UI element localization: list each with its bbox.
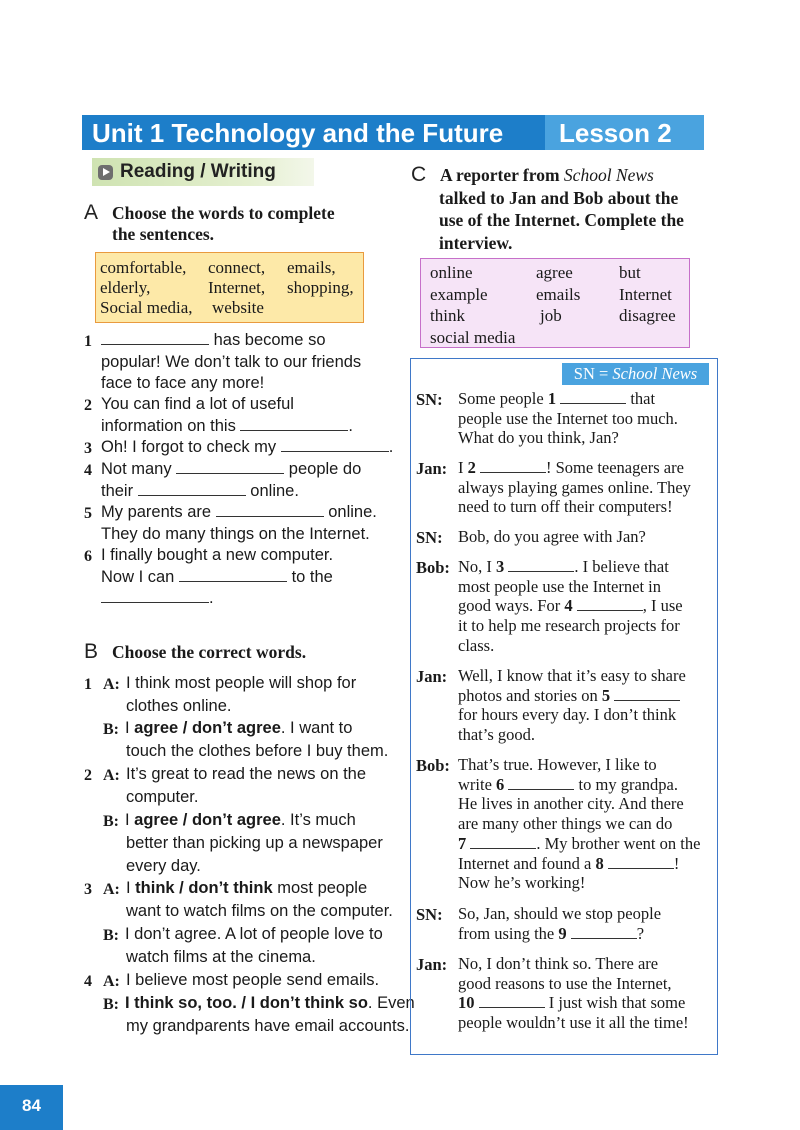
dialogue-line: always playing games online. They bbox=[458, 477, 691, 497]
item-text: their bbox=[101, 481, 134, 500]
dialogue-line: Bob, do you agree with Jan? bbox=[458, 527, 646, 546]
item-number: 4 bbox=[84, 462, 92, 479]
answer-blank[interactable] bbox=[470, 834, 536, 849]
dialogue-line: write 6 to my grandpa. bbox=[458, 774, 678, 794]
dialogue-line: from using the 9 ? bbox=[458, 923, 645, 943]
dialogue-line: He lives in another city. And there bbox=[458, 794, 684, 814]
word-box-word: Internet, bbox=[208, 278, 266, 297]
speaker-label: A: bbox=[103, 767, 120, 784]
word-box-word: disagree bbox=[619, 306, 676, 325]
list-item bbox=[101, 459, 361, 502]
dialogue-turn bbox=[458, 666, 686, 745]
answer-blank[interactable] bbox=[281, 437, 389, 452]
item-text: They do many things on the Internet. bbox=[101, 524, 370, 543]
dialogue-line: That’s true. However, I like to bbox=[458, 755, 657, 774]
dialogue-line: good ways. For 4 , I use bbox=[458, 596, 683, 616]
blank-number: 3 bbox=[496, 557, 509, 576]
speaker-label: SN: bbox=[416, 905, 443, 924]
speaker-label: SN: bbox=[416, 528, 443, 547]
list-item bbox=[125, 717, 388, 763]
word-box-word: website bbox=[212, 298, 264, 317]
list-item bbox=[101, 437, 393, 459]
speaker-label: B: bbox=[103, 721, 119, 738]
blank-number: 7 bbox=[458, 833, 471, 853]
dialogue-turn bbox=[458, 458, 691, 517]
item-text: It’s great to read the news on the bbox=[126, 765, 367, 783]
word-box-word: comfortable, bbox=[100, 258, 187, 277]
item-number: 2 bbox=[84, 397, 92, 414]
dialogue-line: it to help me research projects for bbox=[458, 616, 680, 636]
list-item bbox=[101, 502, 377, 545]
word-box-word: elderly, bbox=[100, 278, 151, 297]
dialogue-line: are many other things we can do bbox=[458, 814, 673, 834]
answer-blank[interactable] bbox=[508, 557, 574, 572]
word-box-word: emails, bbox=[287, 258, 336, 277]
item-text: has become so bbox=[213, 331, 326, 349]
answer-blank[interactable] bbox=[138, 481, 246, 496]
item-text: I bbox=[125, 719, 135, 737]
answer-blank[interactable] bbox=[480, 458, 546, 473]
answer-blank[interactable] bbox=[508, 775, 574, 790]
instruction-text: use of the Internet. Complete the bbox=[439, 210, 684, 230]
section-b-letter: B bbox=[84, 640, 99, 663]
answer-blank[interactable] bbox=[101, 588, 209, 603]
item-text: most people bbox=[272, 879, 368, 897]
answer-blank[interactable] bbox=[101, 330, 209, 345]
list-item bbox=[126, 672, 356, 718]
item-text: online. bbox=[250, 481, 299, 500]
speaker-label: Jan: bbox=[416, 667, 448, 686]
blank-number: 2 bbox=[467, 458, 480, 477]
item-number: 1 bbox=[84, 333, 92, 350]
dialogue-line: No, I don’t think so. There are bbox=[458, 954, 659, 973]
item-text: information on this bbox=[101, 416, 236, 435]
list-item bbox=[125, 992, 415, 1038]
section-a-instruction-line: Choose the words to complete bbox=[112, 203, 335, 223]
answer-blank[interactable] bbox=[560, 389, 626, 404]
dialogue-turn bbox=[458, 527, 646, 547]
item-text: . It’s much bbox=[280, 811, 356, 829]
item-text: Oh! I forgot to check my bbox=[101, 438, 277, 456]
item-text: I don’t agree. A lot of people love to bbox=[125, 925, 383, 943]
lesson-box bbox=[545, 115, 704, 150]
blank-number: 6 bbox=[496, 774, 509, 794]
skill-tag bbox=[92, 158, 314, 186]
speaker-label: SN: bbox=[416, 390, 443, 409]
item-text: to the bbox=[291, 567, 333, 586]
interview-box bbox=[410, 358, 718, 1055]
blank-number: 8 bbox=[595, 853, 608, 873]
word-box-word: online bbox=[430, 263, 473, 282]
item-text: . bbox=[388, 438, 394, 456]
item-number: 6 bbox=[84, 548, 92, 565]
item-text: popular! We don’t talk to our friends bbox=[101, 352, 362, 371]
page-number-box bbox=[0, 1085, 63, 1130]
answer-blank[interactable] bbox=[577, 596, 643, 611]
item-text: I believe most people send emails. bbox=[126, 971, 380, 989]
dialogue-line: 7 . My brother went on the bbox=[458, 833, 701, 853]
item-text: face to face any more! bbox=[101, 374, 265, 392]
dialogue-line: What do you think, Jan? bbox=[458, 428, 619, 448]
item-text: I finally bought a new computer. bbox=[101, 546, 334, 564]
dialogue-line: need to turn off their computers! bbox=[458, 497, 673, 517]
item-text: better than picking up a newspaper bbox=[126, 833, 383, 852]
answer-blank[interactable] bbox=[179, 567, 287, 582]
list-item bbox=[101, 330, 361, 395]
item-number: 2 bbox=[84, 767, 92, 784]
item-text: computer. bbox=[126, 787, 199, 806]
dialogue-turn bbox=[458, 904, 661, 943]
dialogue-line: Well, I know that it’s easy to share bbox=[458, 666, 686, 685]
word-box-word: job bbox=[540, 306, 562, 325]
item-text: touch the clothes before I buy them. bbox=[126, 741, 389, 760]
item-number: 1 bbox=[84, 676, 92, 693]
speaker-label: Jan: bbox=[416, 955, 448, 974]
dialogue-turn bbox=[458, 954, 689, 1033]
section-a-letter: A bbox=[84, 201, 99, 224]
item-text: . Even bbox=[367, 994, 415, 1012]
choice-option[interactable]: agree / don’t agree bbox=[134, 811, 281, 829]
item-number: 3 bbox=[84, 881, 92, 898]
dialogue-line: So, Jan, should we stop people bbox=[458, 904, 662, 923]
blank-number: 1 bbox=[547, 389, 561, 408]
answer-blank[interactable] bbox=[614, 686, 680, 701]
answer-blank[interactable] bbox=[216, 502, 324, 517]
speaker-label: A: bbox=[103, 676, 120, 693]
publication-name: School News bbox=[563, 165, 654, 185]
legend-text: School News bbox=[612, 364, 698, 383]
legend-text: SN = bbox=[573, 364, 613, 383]
item-text: . I want to bbox=[280, 719, 353, 737]
word-box-word: emails bbox=[536, 284, 581, 304]
dialogue-line: good reasons to use the Internet, bbox=[458, 973, 672, 993]
answer-blank[interactable] bbox=[479, 993, 545, 1008]
page-number: 84 bbox=[22, 1096, 41, 1115]
list-item bbox=[126, 877, 393, 923]
speaker-label: B: bbox=[103, 813, 119, 830]
item-text: I think most people will shop for bbox=[126, 674, 357, 692]
answer-blank[interactable] bbox=[176, 459, 284, 474]
answer-blank[interactable] bbox=[608, 854, 674, 869]
sn-legend bbox=[562, 363, 709, 385]
item-text: clothes online. bbox=[126, 696, 232, 715]
word-box-word: example bbox=[430, 284, 488, 304]
item-text: . bbox=[348, 416, 354, 435]
dialogue-line: for hours every day. I don’t think bbox=[458, 705, 677, 725]
section-c-instruction bbox=[440, 164, 684, 254]
choice-option[interactable]: I think so, too. / I don’t think so bbox=[125, 994, 368, 1012]
play-icon bbox=[98, 165, 113, 180]
list-item bbox=[101, 545, 333, 610]
speaker-label: B: bbox=[103, 927, 119, 944]
item-text: . bbox=[209, 589, 214, 607]
section-a-instruction bbox=[112, 203, 335, 245]
list-item bbox=[126, 969, 379, 992]
dialogue-line: class. bbox=[458, 635, 495, 655]
dialogue-line: Now he’s working! bbox=[458, 873, 586, 893]
dialogue-turn bbox=[458, 755, 700, 893]
blank-number: 5 bbox=[601, 685, 615, 705]
dialogue-line: photos and stories on 5 bbox=[458, 686, 686, 706]
item-text: every day. bbox=[126, 856, 201, 875]
item-text: online. bbox=[328, 503, 377, 521]
item-text: Not many bbox=[101, 460, 172, 478]
item-text: I bbox=[125, 811, 135, 829]
dialogue-line: Some people 1 that bbox=[458, 389, 656, 408]
choice-option[interactable]: think / don’t think bbox=[135, 879, 273, 897]
answer-blank[interactable] bbox=[240, 416, 348, 431]
list-item bbox=[125, 923, 383, 969]
instruction-text: A reporter from bbox=[440, 165, 564, 185]
word-box-word: Social media, bbox=[100, 298, 193, 317]
word-box-word: social media bbox=[430, 327, 516, 347]
unit-title: Unit 1 Technology and the Future bbox=[92, 118, 504, 148]
instruction-text: interview. bbox=[439, 232, 513, 253]
dialogue-line: No, I 3 . I believe that bbox=[458, 557, 669, 576]
word-box-c bbox=[420, 258, 690, 348]
item-text: You can find a lot of useful bbox=[101, 395, 294, 413]
answer-blank[interactable] bbox=[571, 924, 637, 939]
section-a-instruction-line: the sentences. bbox=[112, 224, 215, 244]
blank-number: 9 bbox=[558, 923, 571, 943]
skill-label: Reading / Writing bbox=[120, 161, 276, 182]
section-c-letter: C bbox=[411, 163, 427, 186]
instruction-text: talked to Jan and Bob about the bbox=[439, 187, 679, 208]
dialogue-line: people use the Internet too much. bbox=[458, 408, 678, 428]
word-box-word: but bbox=[619, 263, 641, 282]
word-box-word: shopping, bbox=[287, 278, 354, 297]
item-number: 4 bbox=[84, 973, 92, 990]
word-box-word: agree bbox=[536, 263, 573, 282]
item-text: people do bbox=[288, 460, 362, 478]
item-text: watch films at the cinema. bbox=[126, 947, 316, 966]
item-text: want to watch films on the computer. bbox=[126, 901, 393, 920]
word-box-word: Internet bbox=[619, 284, 672, 304]
item-text: Now I can bbox=[101, 567, 175, 586]
dialogue-turn bbox=[458, 389, 678, 448]
lesson-title: Lesson 2 bbox=[559, 118, 672, 148]
dialogue-line: I 2 ! Some teenagers are bbox=[458, 458, 684, 477]
speaker-label: Bob: bbox=[416, 756, 450, 775]
dialogue-line: 10 I just wish that some bbox=[458, 993, 686, 1013]
speaker-label: Bob: bbox=[416, 558, 450, 577]
dialogue-turn bbox=[458, 557, 683, 656]
speaker-label: A: bbox=[103, 973, 120, 990]
speaker-label: B: bbox=[103, 996, 119, 1013]
item-text: my grandparents have email accounts. bbox=[126, 1016, 410, 1035]
item-text: My parents are bbox=[101, 503, 212, 521]
dialogue-line: people wouldn’t use it all the time! bbox=[458, 1013, 689, 1033]
blank-number: 10 bbox=[458, 993, 479, 1013]
dialogue-line: most people use the Internet in bbox=[458, 576, 661, 596]
unit-banner bbox=[82, 115, 704, 150]
speaker-label: A: bbox=[103, 881, 120, 898]
word-box-word: connect, bbox=[208, 258, 266, 277]
item-number: 3 bbox=[84, 440, 92, 457]
word-box-a bbox=[95, 252, 364, 323]
speaker-label: Jan: bbox=[416, 459, 448, 478]
list-item bbox=[126, 763, 366, 809]
list-item bbox=[101, 394, 353, 437]
dialogue-line: Internet and found a 8 ! bbox=[458, 853, 680, 873]
blank-number: 4 bbox=[564, 596, 577, 616]
item-number: 5 bbox=[84, 505, 92, 522]
dialogue-line: that’s good. bbox=[458, 725, 535, 745]
item-text: I bbox=[126, 879, 136, 897]
word-box-word: think bbox=[430, 306, 465, 325]
section-b-instruction: Choose the correct words. bbox=[112, 642, 307, 662]
list-item bbox=[125, 809, 383, 877]
choice-option[interactable]: agree / don’t agree bbox=[134, 719, 281, 737]
